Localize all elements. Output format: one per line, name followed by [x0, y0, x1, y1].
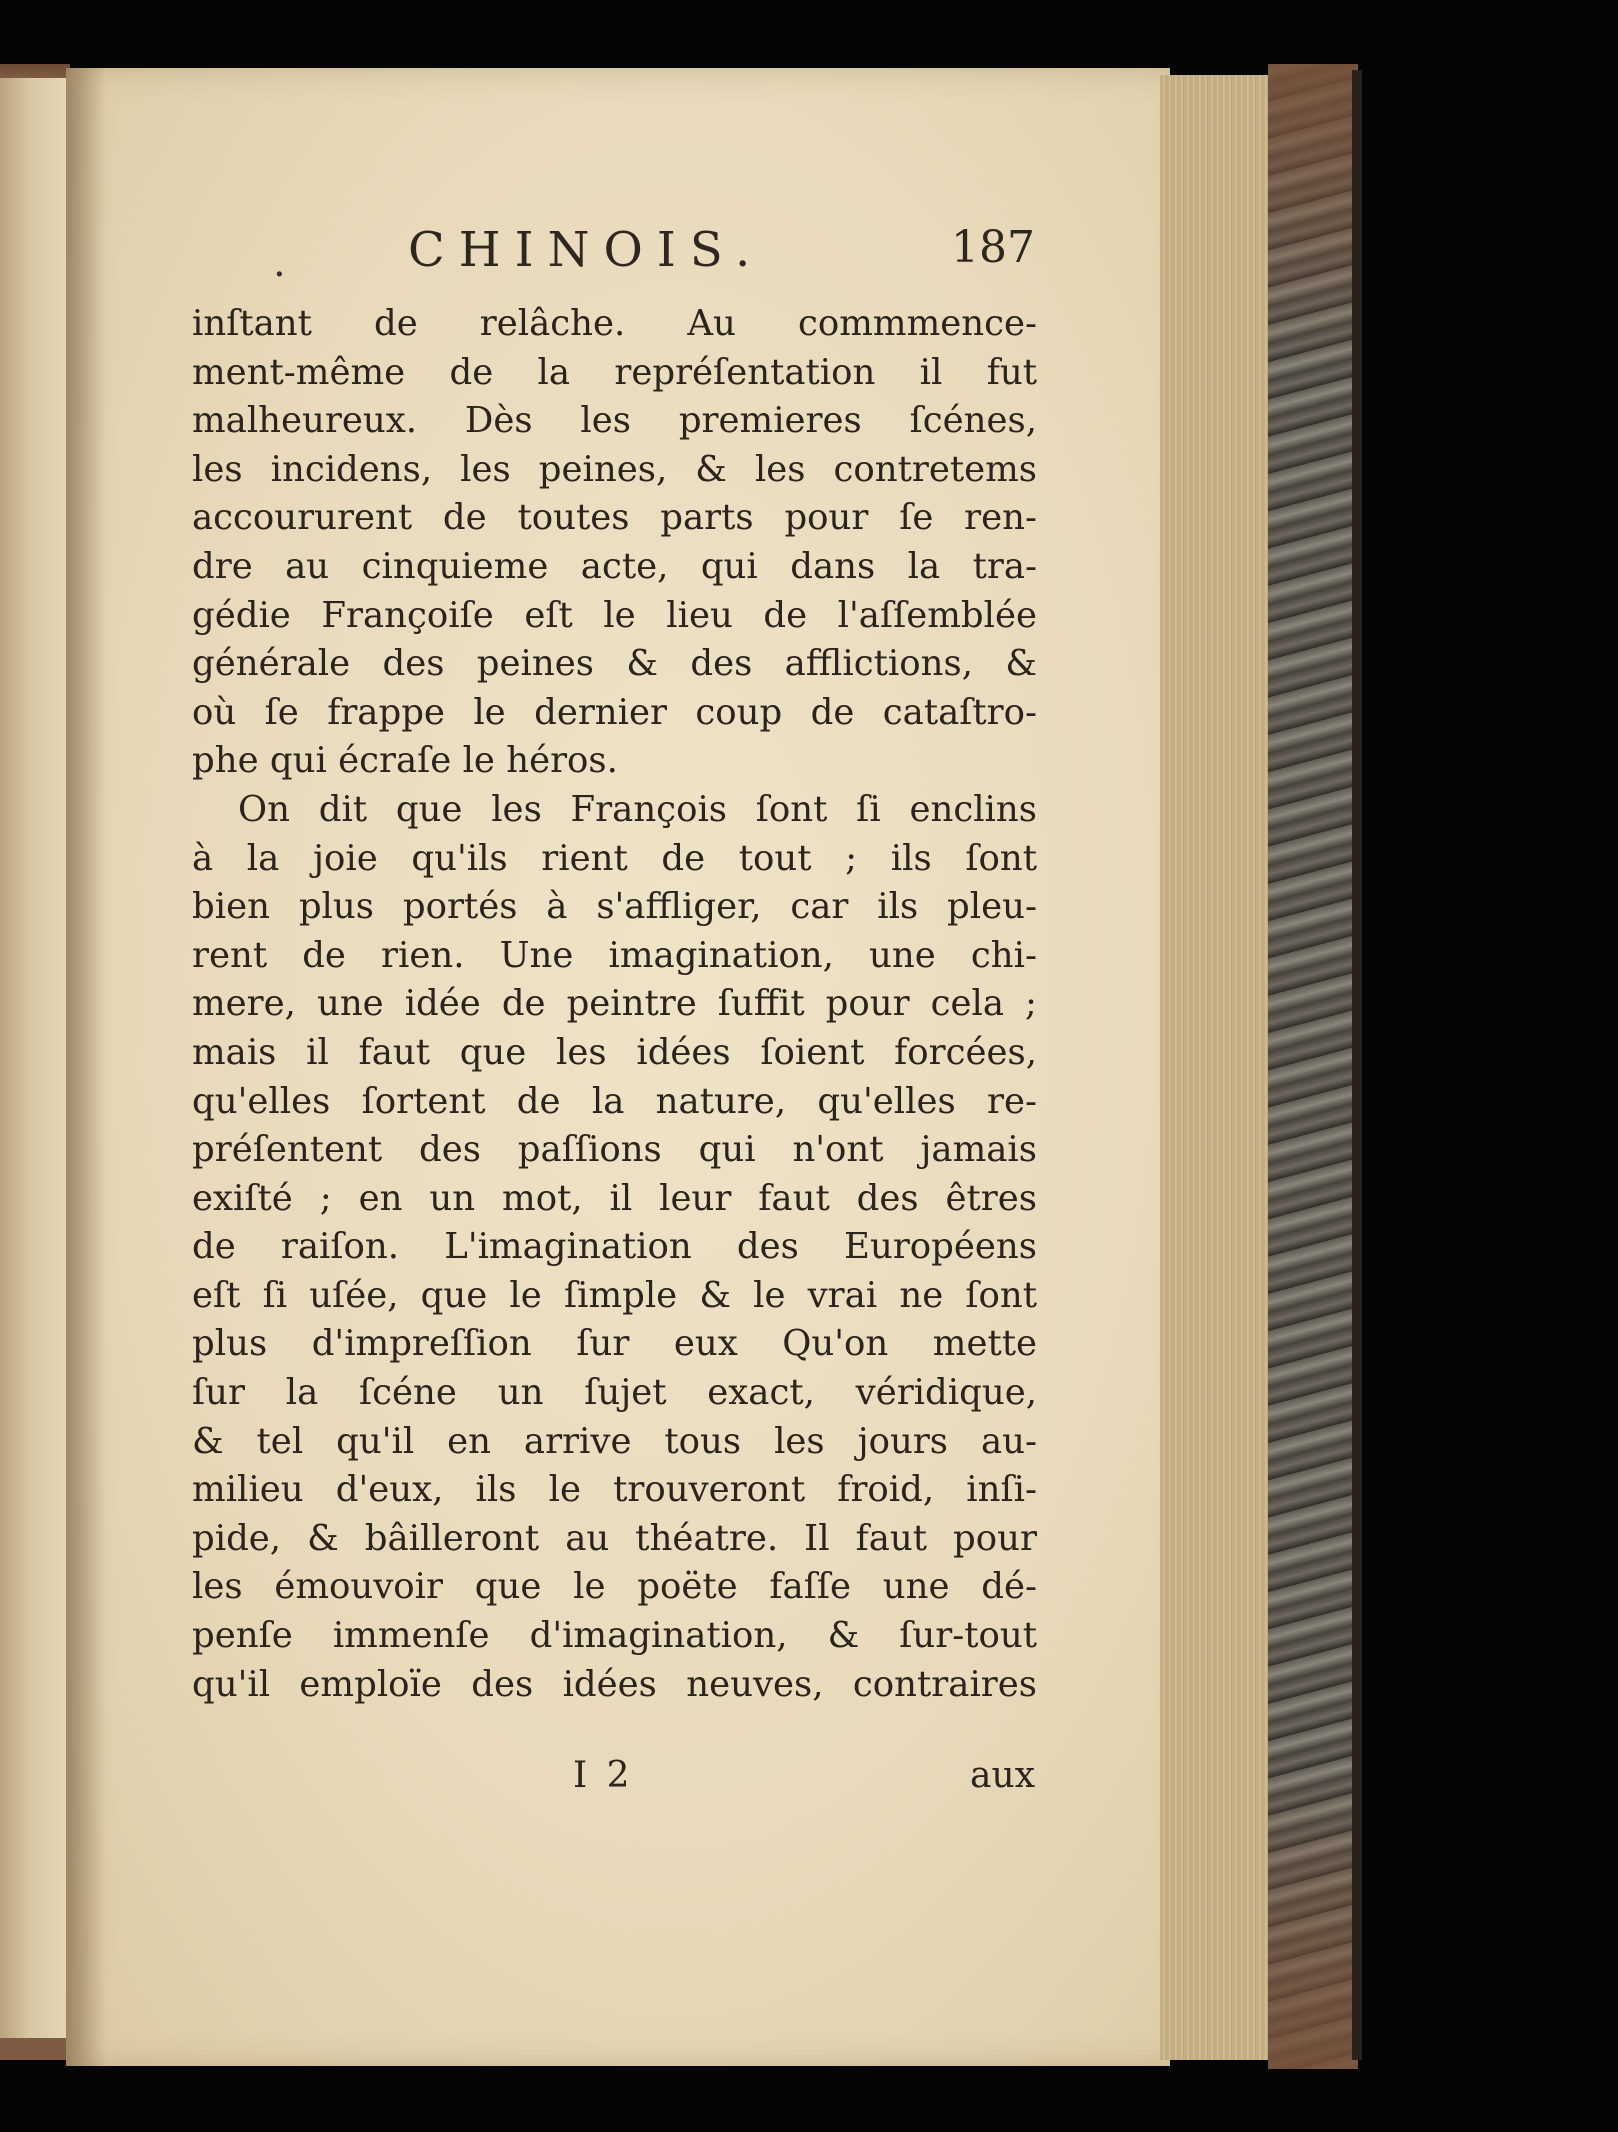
- text-line: préſentent des paſſions qui n'ont jamais: [192, 1129, 1037, 1171]
- text-line: à la joie qu'ils rient de tout ; ils ſont: [192, 837, 1037, 879]
- page-number: 187: [951, 222, 1035, 273]
- page-block-edges: [1160, 75, 1272, 2060]
- text-line: bien plus portés à s'affliger, car ils pleu-: [192, 886, 1037, 928]
- cover-edge: [1352, 70, 1362, 2060]
- text-line: mere, une idée de peintre ſuffit pour cela ;: [192, 983, 1037, 1025]
- signature-mark: I 2: [573, 1755, 634, 1796]
- text-line: plus d'impreſſion ſur eux Qu'on mette: [192, 1323, 1037, 1365]
- running-head-title: CHINOIS.: [408, 222, 765, 278]
- text-line: où ſe frappe le dernier coup de cataſtro-: [192, 691, 1037, 733]
- text-line: générale des peines & des afflictions, &: [192, 643, 1037, 685]
- catchword: aux: [970, 1755, 1035, 1796]
- text-line: phe qui écraſe le héros.: [192, 740, 618, 782]
- text-line: les émouvoir que le poëte faſſe une dé-: [192, 1566, 1037, 1608]
- text-line: accoururent de toutes parts pour ſe ren-: [192, 497, 1037, 539]
- text-line: & tel qu'il en arrive tous les jours au-: [192, 1420, 1037, 1462]
- text-line: rent de rien. Une imagination, une chi-: [192, 934, 1037, 976]
- paragraph-1: [192, 300, 1037, 786]
- text-line: mais il faut que les idées ſoient forcées,: [192, 1031, 1037, 1073]
- text-line: ment-même de la repréſentation il fut: [192, 351, 1037, 393]
- running-head: [195, 222, 1035, 292]
- text-line: eſt ſi uſée, que le ſimple & le vrai ne ſont: [192, 1274, 1037, 1316]
- text-line: malheureux. Dès les premieres ſcénes,: [192, 400, 1037, 442]
- text-line: gédie Françoiſe eſt le lieu de l'aſſemblée: [192, 594, 1037, 636]
- text-line: inſtant de relâche. Au commmence-: [192, 303, 1037, 344]
- text-line: dre au cinquieme acte, qui dans la tra-: [192, 545, 1037, 587]
- body-text: [192, 300, 1037, 1709]
- text-line: ſur la ſcéne un ſujet exact, véridique,: [192, 1372, 1037, 1414]
- text-line: qu'elles ſortent de la nature, qu'elles re-: [192, 1080, 1037, 1122]
- marbled-back-cover: [1268, 64, 1358, 2069]
- previous-page-edge: [0, 78, 66, 2053]
- gutter-shadow: [66, 68, 106, 2066]
- text-line: penſe immenſe d'imagination, & ſur-tout: [192, 1615, 1037, 1657]
- text-line: On dit que les François ſont ſi enclins: [238, 788, 1037, 830]
- text-line: milieu d'eux, ils le trouveront froid, inſi-: [192, 1469, 1037, 1511]
- text-line: exiſté ; en un mot, il leur faut des êtres: [192, 1177, 1037, 1219]
- text-line: pide, & bâilleront au théatre. Il faut pour: [192, 1517, 1037, 1559]
- left-cover-bottom: [0, 2038, 75, 2060]
- running-head-ornament: .: [273, 240, 286, 286]
- paragraph-2: [192, 786, 1037, 1709]
- text-line: qu'il emploïe des idées neuves, contraires: [192, 1663, 1037, 1705]
- text-line: les incidens, les peines, & les contretems: [192, 448, 1037, 490]
- text-line: de raiſon. L'imagination des Européens: [192, 1226, 1037, 1268]
